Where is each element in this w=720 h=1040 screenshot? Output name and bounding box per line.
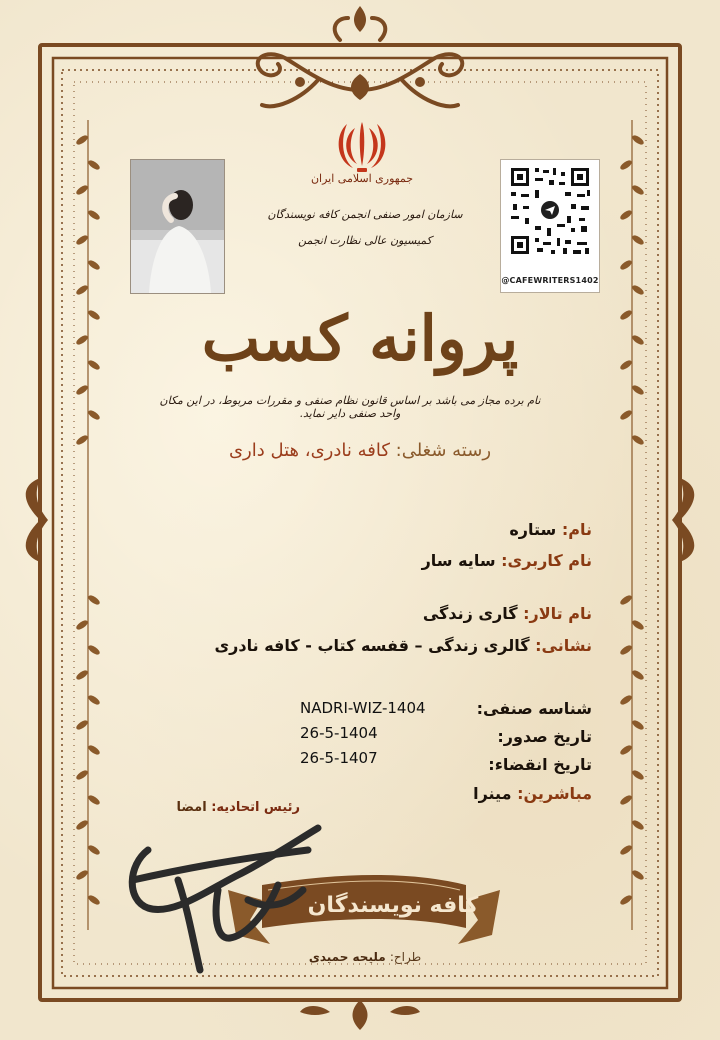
union-chair-line — [150, 800, 300, 815]
address-label: نشانی: — [535, 636, 592, 655]
expiry-date-value: 26-5-1407 — [300, 749, 378, 767]
hall-label: نام تالار: — [523, 604, 592, 623]
qr-caption: @CAFEWRITERS1402 — [501, 276, 599, 285]
hall-row — [132, 604, 592, 623]
qr-code[interactable] — [500, 159, 600, 293]
iran-emblem-icon — [333, 118, 391, 174]
organization-line-2: کمیسیون عالی نظارت انجمن — [298, 234, 432, 247]
occupation-label: رسته شغلی: — [395, 440, 492, 461]
name-label: نام: — [561, 520, 592, 539]
name-value: ستاره — [509, 520, 557, 539]
partners-value: مینرا — [473, 784, 512, 803]
organization-line-1: سازمان امور صنفی انجمن کافه نویسندگان — [267, 208, 463, 221]
banner-text: کافه نویسندگان — [307, 893, 479, 918]
hall-value: گاری زندگی — [422, 604, 518, 623]
username-value: سایه‌ سار — [421, 551, 496, 570]
occupation-value: کافه نادری، هتل داری — [228, 440, 390, 461]
certificate-title: پروانه کسب — [201, 302, 519, 375]
occupation-line — [160, 440, 560, 461]
union-chair-label: رئیس اتحادیه: — [211, 800, 300, 815]
expiry-date-label: تاریخ انقضاء: — [488, 755, 592, 774]
union-chair-value: امضا — [176, 800, 207, 815]
address-value: گالری زندگی – قفسه کتاب - کافه نادری — [214, 636, 530, 655]
issue-date-label: تاریخ صدور: — [497, 727, 592, 746]
country-name: جمهوری اسلامی ایران — [310, 172, 414, 185]
username-label: نام کاربری: — [501, 551, 592, 570]
address-row — [132, 636, 592, 655]
profile-photo — [130, 159, 225, 294]
business-id-value: NADRI-WIZ-1404 — [300, 699, 426, 717]
designer-value: ملیحه حمیدی — [308, 950, 386, 964]
designer-line — [290, 950, 440, 964]
username-row — [132, 551, 592, 570]
issue-date-value: 26-5-1404 — [300, 724, 378, 742]
certificate-subtitle: نام برده مجاز می باشد بر اساس قانون نظام صنفی و مقررات مربوط، در این مکان واحد صنفی دایر نماید. — [159, 394, 541, 420]
business-id-label: شناسه صنفی: — [476, 699, 592, 718]
qr-code-pattern — [501, 160, 599, 272]
partners-label: مباشرین: — [517, 784, 592, 803]
designer-label: طراح: — [389, 950, 422, 964]
name-row — [132, 520, 592, 539]
